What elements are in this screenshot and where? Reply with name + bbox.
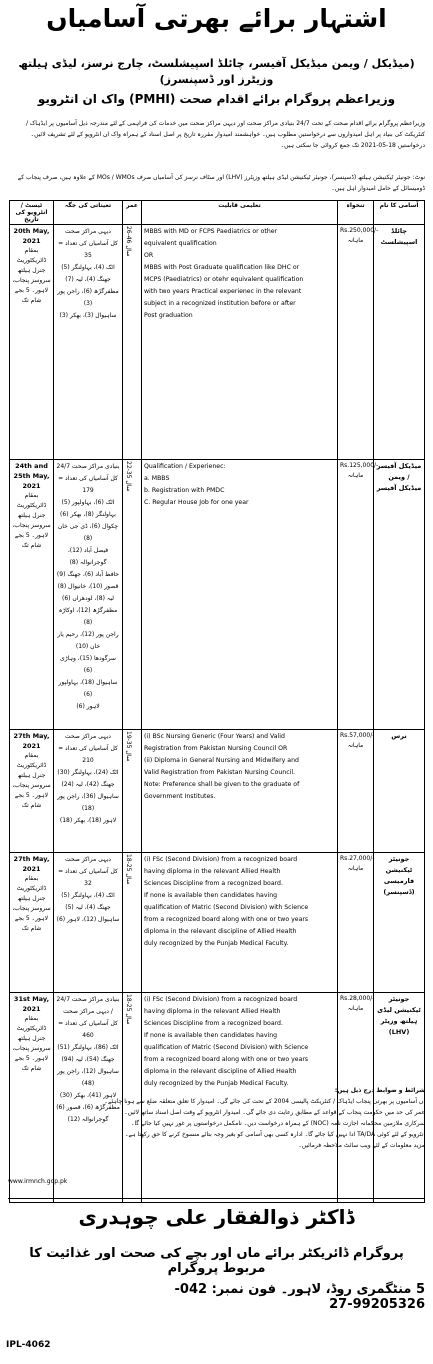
qualification-line: (i) FSc (Second Division) from a recognized board <box>144 856 298 863</box>
qualification-line: from a recognized board along with one or two years <box>144 1056 309 1063</box>
intro-paragraph: وزیراعظم پروگرام برائے اقدام صحت کے تحت 24/7 بنیادی مراکز صحت اور دیہی مراکز صحت میں خدمات کی فراہمی کے لئے مندرجہ ذیل آسامیوں پر ایڈہاک / کنٹریکٹ کی بنیاد پر اہل امیدواروں سے درخواستیں مطلوب ہیں۔ خواہشمند امیدوار مقررہ تاریخ پر اصل اسناد کے ہمراہ واک ان انٹرویو کے لئے تشریف لائیں۔ درخواستیں 18-05-2021 تک جمع کروائی جا سکتی ہیں۔ <box>25 120 425 149</box>
posting-line: کل آسامیاں کی تعداد = 210 <box>58 745 118 764</box>
qualification-line: b. Registration with PMDC <box>144 487 225 494</box>
qualification-line: Sciences Discipline from a recognized board. <box>144 880 283 887</box>
test-venue: بمقام ڈائریکٹوریٹ جنرل ہیلتھ سروسز پنجاب، لاہور۔ 5 بجے شام تک <box>12 875 51 932</box>
post-name: نرس <box>391 732 407 740</box>
qualification-line: diploma in the relevant discipline of Allied Health <box>144 928 297 935</box>
posting-line: ساہیوال (36)، راجن پور (18) <box>57 793 119 812</box>
posting-line: اٹک (4)، بہاولنگر (5) <box>61 264 115 271</box>
age-cell <box>123 853 142 993</box>
director-designation: پروگرام ڈائریکٹر برائے ماں اور بچے کی صحت اور غذائیت کا مربوط پروگرام <box>29 1246 404 1276</box>
pay-cell <box>338 853 374 993</box>
terms-section <box>8 1085 425 1151</box>
test-date-cell <box>10 853 54 993</box>
pay-unit: ماہانہ <box>347 1005 364 1012</box>
terms-line: انٹرویو کے لئے کوئی TA/DA ادا نہیں کیا جائے گا۔ ادارہ کسی بھی آسامی کو بغیر وجہ بتائے منسوخ کرنے کا حق رکھتا ہے۔ <box>125 1131 425 1138</box>
posting-place-cell <box>54 730 123 853</box>
posting-line: کل آسامیاں کی تعداد = 179 <box>58 475 118 494</box>
table-row <box>10 460 425 730</box>
qualification-line: duly recognized by the Punjab Medical Faculty. <box>144 940 289 947</box>
posting-line: لاہور (18)، بھکر (18) <box>59 817 117 824</box>
post-name: جونیئر ٹیکنیشن لیڈی ہیلتھ وزیٹر (LHV) <box>377 995 421 1036</box>
posting-line: چکوال (6)، ڈی جی خان (8) <box>57 523 119 542</box>
header-post: آسامی کا نام <box>374 201 425 225</box>
posting-line: سرگودھا (15)، وہاڑی (6) <box>60 655 116 674</box>
age-range: 18-25 سال <box>125 994 132 1025</box>
qualification-line: OR <box>144 252 154 259</box>
post-name-cell <box>374 853 425 993</box>
vacancy-table <box>9 200 425 1203</box>
posting-line: کل آسامیاں کی تعداد = 32 <box>58 868 118 887</box>
pay-cell <box>338 225 379 460</box>
qualification-line: (ii) Diploma in General Nursing and Midwifery and <box>144 757 299 764</box>
divider <box>8 1198 425 1199</box>
header-test-date: ٹیسٹ / انٹرویو کی تاریخ <box>10 201 54 225</box>
test-date: 20th May, 2021 <box>13 227 50 245</box>
posting-line: لاہور (6) <box>76 703 100 710</box>
page-subtitle: (میڈیکل / ویمن میڈیکل آفیسر، چائلڈ اسپیشلسٹ، چارج نرسز، لیڈی ہیلتھ وزیٹرز اور ڈسپنسرز) <box>18 57 415 86</box>
posting-line: بنیادی مراکز صحت 24/7 / دیہی مراکز صحت <box>56 996 120 1015</box>
posting-line: مظفرگڑھ (12)، اوکاڑہ (8) <box>58 607 118 626</box>
qualification-line: with two years Practical experienec in the relevant <box>144 288 302 295</box>
qualification-line: qualification of Matric (Second Division) with Science <box>144 904 309 911</box>
table-header-row <box>10 201 425 225</box>
page-title: اشتہار برائے بھرتی آسامیاں <box>46 4 387 33</box>
posting-line: مظفرگڑھ (6)، راجن پور (3) <box>57 288 119 307</box>
test-date-cell <box>10 225 54 460</box>
age-range: 19-35 سال <box>125 731 132 762</box>
posting-line: گوجرانوالہ (12) <box>67 1116 109 1123</box>
post-name-cell <box>374 730 425 853</box>
age-range: 18-25 سال <box>125 854 132 885</box>
qualification-line: equivalent qualification <box>144 240 217 247</box>
age-cell <box>123 460 142 730</box>
table-row <box>10 730 425 853</box>
posting-line: مظفرگڑھ (6)، قصور (6) <box>56 1104 120 1111</box>
posting-line: دیہی مراکز صحت <box>65 856 111 863</box>
qualification-line: duly recognized by the Punjab Medical Faculty. <box>144 1080 289 1087</box>
qualification-line: having diploma in the relevant Allied Health <box>144 1008 281 1015</box>
posting-line: کل آسامیاں کی تعداد = 35 <box>58 240 118 259</box>
qualification-line: from a recognized board along with one or two years <box>144 916 309 923</box>
test-date-cell <box>10 730 54 853</box>
qualification-line: having diploma in the relevant Allied Health <box>144 868 281 875</box>
post-name-cell <box>374 225 425 460</box>
qualification-line: C. Regular House Job for one year <box>144 499 249 506</box>
header-posting-place: تعیناتی کی جگہ <box>54 201 123 225</box>
ipl-number: IPL-4062 <box>6 1340 51 1350</box>
test-venue: بمقام ڈائریکٹوریٹ جنرل ہیلتھ سروسز پنجاب، لاہور۔ 5 بجے شام تک <box>12 492 51 549</box>
qualification-line: MBBS with MD or FCPS Paediatrics or other <box>144 228 278 235</box>
pay-cell <box>338 460 379 730</box>
qualification-line: qualification of Matric (Second Division) with Science <box>144 1044 309 1051</box>
qualification-line: Sciences Discipline from a recognized board. <box>144 1020 283 1027</box>
qualification-line: Note: Preference shall be given to the graduate of <box>144 781 300 788</box>
post-name: جونیئر ٹیکنیشن فارمیسی (ڈسپنسر) <box>383 855 415 896</box>
test-venue: بمقام ڈائریکٹوریٹ جنرل ہیلتھ سروسز پنجاب، لاہور۔ 5 بجے شام تک <box>12 247 51 304</box>
pay-amount: Rs.27,000/- <box>340 855 375 862</box>
qualification-line: If none is available then candidates having <box>144 892 278 899</box>
posting-line: فیصل آباد (12)، گوجرانوالہ (8) <box>67 547 109 566</box>
posting-line: دیہی مراکز صحت <box>65 733 111 740</box>
terms-heading: شرائط و ضوابط درج ذیل ہیں: <box>334 1087 425 1094</box>
posting-line: اٹک (86)، بہاولنگر (51) <box>57 1044 119 1051</box>
note-paragraph: نوٹ: جونیئر ٹیکنیشن ہیلتھ (ڈسپنسر)، جونیئر ٹیکنیشن لیڈی ہیلتھ وزیٹرز (LHV) اور سٹاف نرسز کی آسامیاں صرف MOs / WMOs کے علاوہ ہیں، صرف پنجاب کے ڈومیسائل کے حامل امیدوار اہل ہیں۔ <box>17 174 425 192</box>
director-name: ڈاکٹر ذوالفقار علی چوہدری <box>78 1205 355 1229</box>
terms-line: سرکاری ملازمین محکمانہ اجازت نامہ (NOC) کے ہمراہ درخواست دیں۔ نامکمل درخواستوں پر غور نہیں کیا جائے گا۔ <box>130 1120 425 1127</box>
post-name: میڈیکل آفیسر / ویمن میڈیکل آفیسر <box>376 462 422 492</box>
qualification-line: (i) FSc (Second Division) from a recognized board <box>144 996 298 1003</box>
website-link[interactable]: www.irmnch.gop.pk <box>8 1178 68 1185</box>
qualification-line: MCPS (Paediatrics) or otehr equivalent qualification <box>144 276 304 283</box>
qualification-line: Valid Registration from Pakistan Nursing Council. <box>144 769 296 776</box>
pay-unit: ماہانہ <box>347 742 364 749</box>
posting-line: جھنگ (42)، لیہ (24) <box>61 781 115 788</box>
age-cell <box>123 225 142 460</box>
test-date: 27th May, 2021 <box>13 855 50 873</box>
posting-place-cell <box>54 460 123 730</box>
posting-line: جھنگ (4)، لیہ (7) <box>65 276 111 283</box>
posting-line: ساہیوال (12)، لاہور (6) <box>56 916 120 923</box>
qualification-cell <box>142 460 338 730</box>
terms-line: مزید معلومات کے لئے ویب سائٹ ملاحظہ فرمائیں۔ <box>298 1142 425 1149</box>
test-date: 27th May, 2021 <box>13 732 50 750</box>
qualification-cell <box>142 730 338 853</box>
posting-line: دیہی مراکز صحت <box>65 228 111 235</box>
posting-line: کل آسامیاں کی تعداد = 460 <box>58 1020 118 1039</box>
terms-line: عمر کی حد میں حکومت پنجاب کے قواعد کے مطابق رعایت دی جائے گی۔ امیدوار انٹرویو کے وقت اصل اسناد ساتھ لائیں۔ <box>124 1109 425 1116</box>
age-range: 22-35 سال <box>125 461 132 492</box>
qualification-line: Government Institutes. <box>144 793 216 800</box>
pay-unit: ماہانہ <box>347 472 364 479</box>
pay-amount: Rs.28,000/- <box>340 995 375 1002</box>
qualification-line: MBBS with Post Graduate qualification like DHC or <box>144 264 300 271</box>
pay-amount: Rs.125,000/- <box>340 462 379 469</box>
age-cell <box>123 730 142 853</box>
posting-line: ساہیوال (3)، بھکر (3) <box>59 312 117 319</box>
pay-amount: Rs.57,000/- <box>340 732 375 739</box>
posting-line: بنیادی مراکز صحت 24/7 <box>56 463 120 470</box>
posting-line: بہاولنگر (8)، بھکر (6) <box>60 511 116 518</box>
age-range: 26-46 سال <box>125 226 132 257</box>
table-row <box>10 225 425 460</box>
header-age: عمر <box>123 201 142 225</box>
test-date: 24th and 25th May, 2021 <box>13 462 50 490</box>
posting-line: راجن پور (12)، رحیم یار خان (10) <box>57 631 119 650</box>
terms-line: ان آسامیوں پر بھرتی پنجاب ایڈہاک / کنٹریکٹ پالیسی 2004 کے تحت کی جائے گی۔ امیدوار کا تعلق متعلقہ ضلع سے ہونا چاہئے۔ <box>104 1098 425 1105</box>
test-date-cell <box>10 460 54 730</box>
qualification-line: a. MBBS <box>144 475 170 482</box>
test-date: 31st May, 2021 <box>13 995 50 1013</box>
test-venue: بمقام ڈائریکٹوریٹ جنرل ہیلتھ سروسز پنجاب، لاہور۔ 5 بجے شام تک <box>12 752 51 809</box>
qualification-line: (i) BSc Nursing Generic (Four Years) and Valid <box>144 733 285 740</box>
posting-line: لاہور (41)، بھکر (30) <box>59 1092 117 1099</box>
pay-amount: Rs.250,000/- <box>340 227 379 234</box>
posting-line: جھنگ (4)، لیہ (5) <box>65 904 111 911</box>
posting-line: اٹک (24)، بہاولنگر (30) <box>57 769 119 776</box>
posting-line: قصور (10)، خانیوال (8) <box>57 583 119 590</box>
post-name-cell <box>374 460 425 730</box>
post-name: چائلڈ اسپیشلسٹ <box>380 227 418 246</box>
pay-cell <box>338 730 374 853</box>
office-address: 5 منٹگمری روڈ، لاہور۔ فون نمبر: 042-99205326-27 <box>174 1282 425 1312</box>
terms-list <box>8 1096 425 1151</box>
posting-place-cell <box>54 225 123 460</box>
program-heading: وزیراعظم پروگرام برائے اقدام صحت (PMHI) واک ان انٹرویو <box>37 92 396 106</box>
qualification-line: If none is available then candidates having <box>144 1032 278 1039</box>
pay-unit: ماہانہ <box>347 865 364 872</box>
qualification-cell <box>142 853 338 993</box>
header-pay: تنخواہ <box>338 201 374 225</box>
posting-line: اٹک (6)، بہاولپور (5) <box>61 499 115 506</box>
test-venue: بمقام ڈائریکٹوریٹ جنرل ہیلتھ سروسز پنجاب، لاہور۔ 5 بجے شام تک <box>12 1015 51 1072</box>
qualification-line: Qualification / Experienec: <box>144 463 226 470</box>
posting-line: ساہیوال (18)، بہاولپور (6) <box>58 679 118 698</box>
qualification-line: Post graduation <box>144 312 193 319</box>
qualification-line: subject in a recognized institution before or after <box>144 300 296 307</box>
qualification-cell <box>142 225 338 460</box>
posting-place-cell <box>54 853 123 993</box>
posting-line: حافظ آباد (6)، جھنگ (9) <box>56 571 120 578</box>
pay-unit: ماہانہ <box>347 237 364 244</box>
qualification-line: Registration from Pakistan Nursing Council OR <box>144 745 288 752</box>
table-row <box>10 853 425 993</box>
posting-line: جھنگ (54)، لیہ (94) <box>61 1056 115 1063</box>
qualification-line: diploma in the relevant discipline of Allied Health <box>144 1068 297 1075</box>
posting-line: ساہیوال (12)، راجن پور (48) <box>57 1068 119 1087</box>
header-qualification: تعلیمی قابلیت <box>142 201 338 225</box>
posting-line: لیہ (8)، لودھراں (6) <box>62 595 114 602</box>
posting-line: اٹک (4)، بہاولنگر (5) <box>61 892 115 899</box>
